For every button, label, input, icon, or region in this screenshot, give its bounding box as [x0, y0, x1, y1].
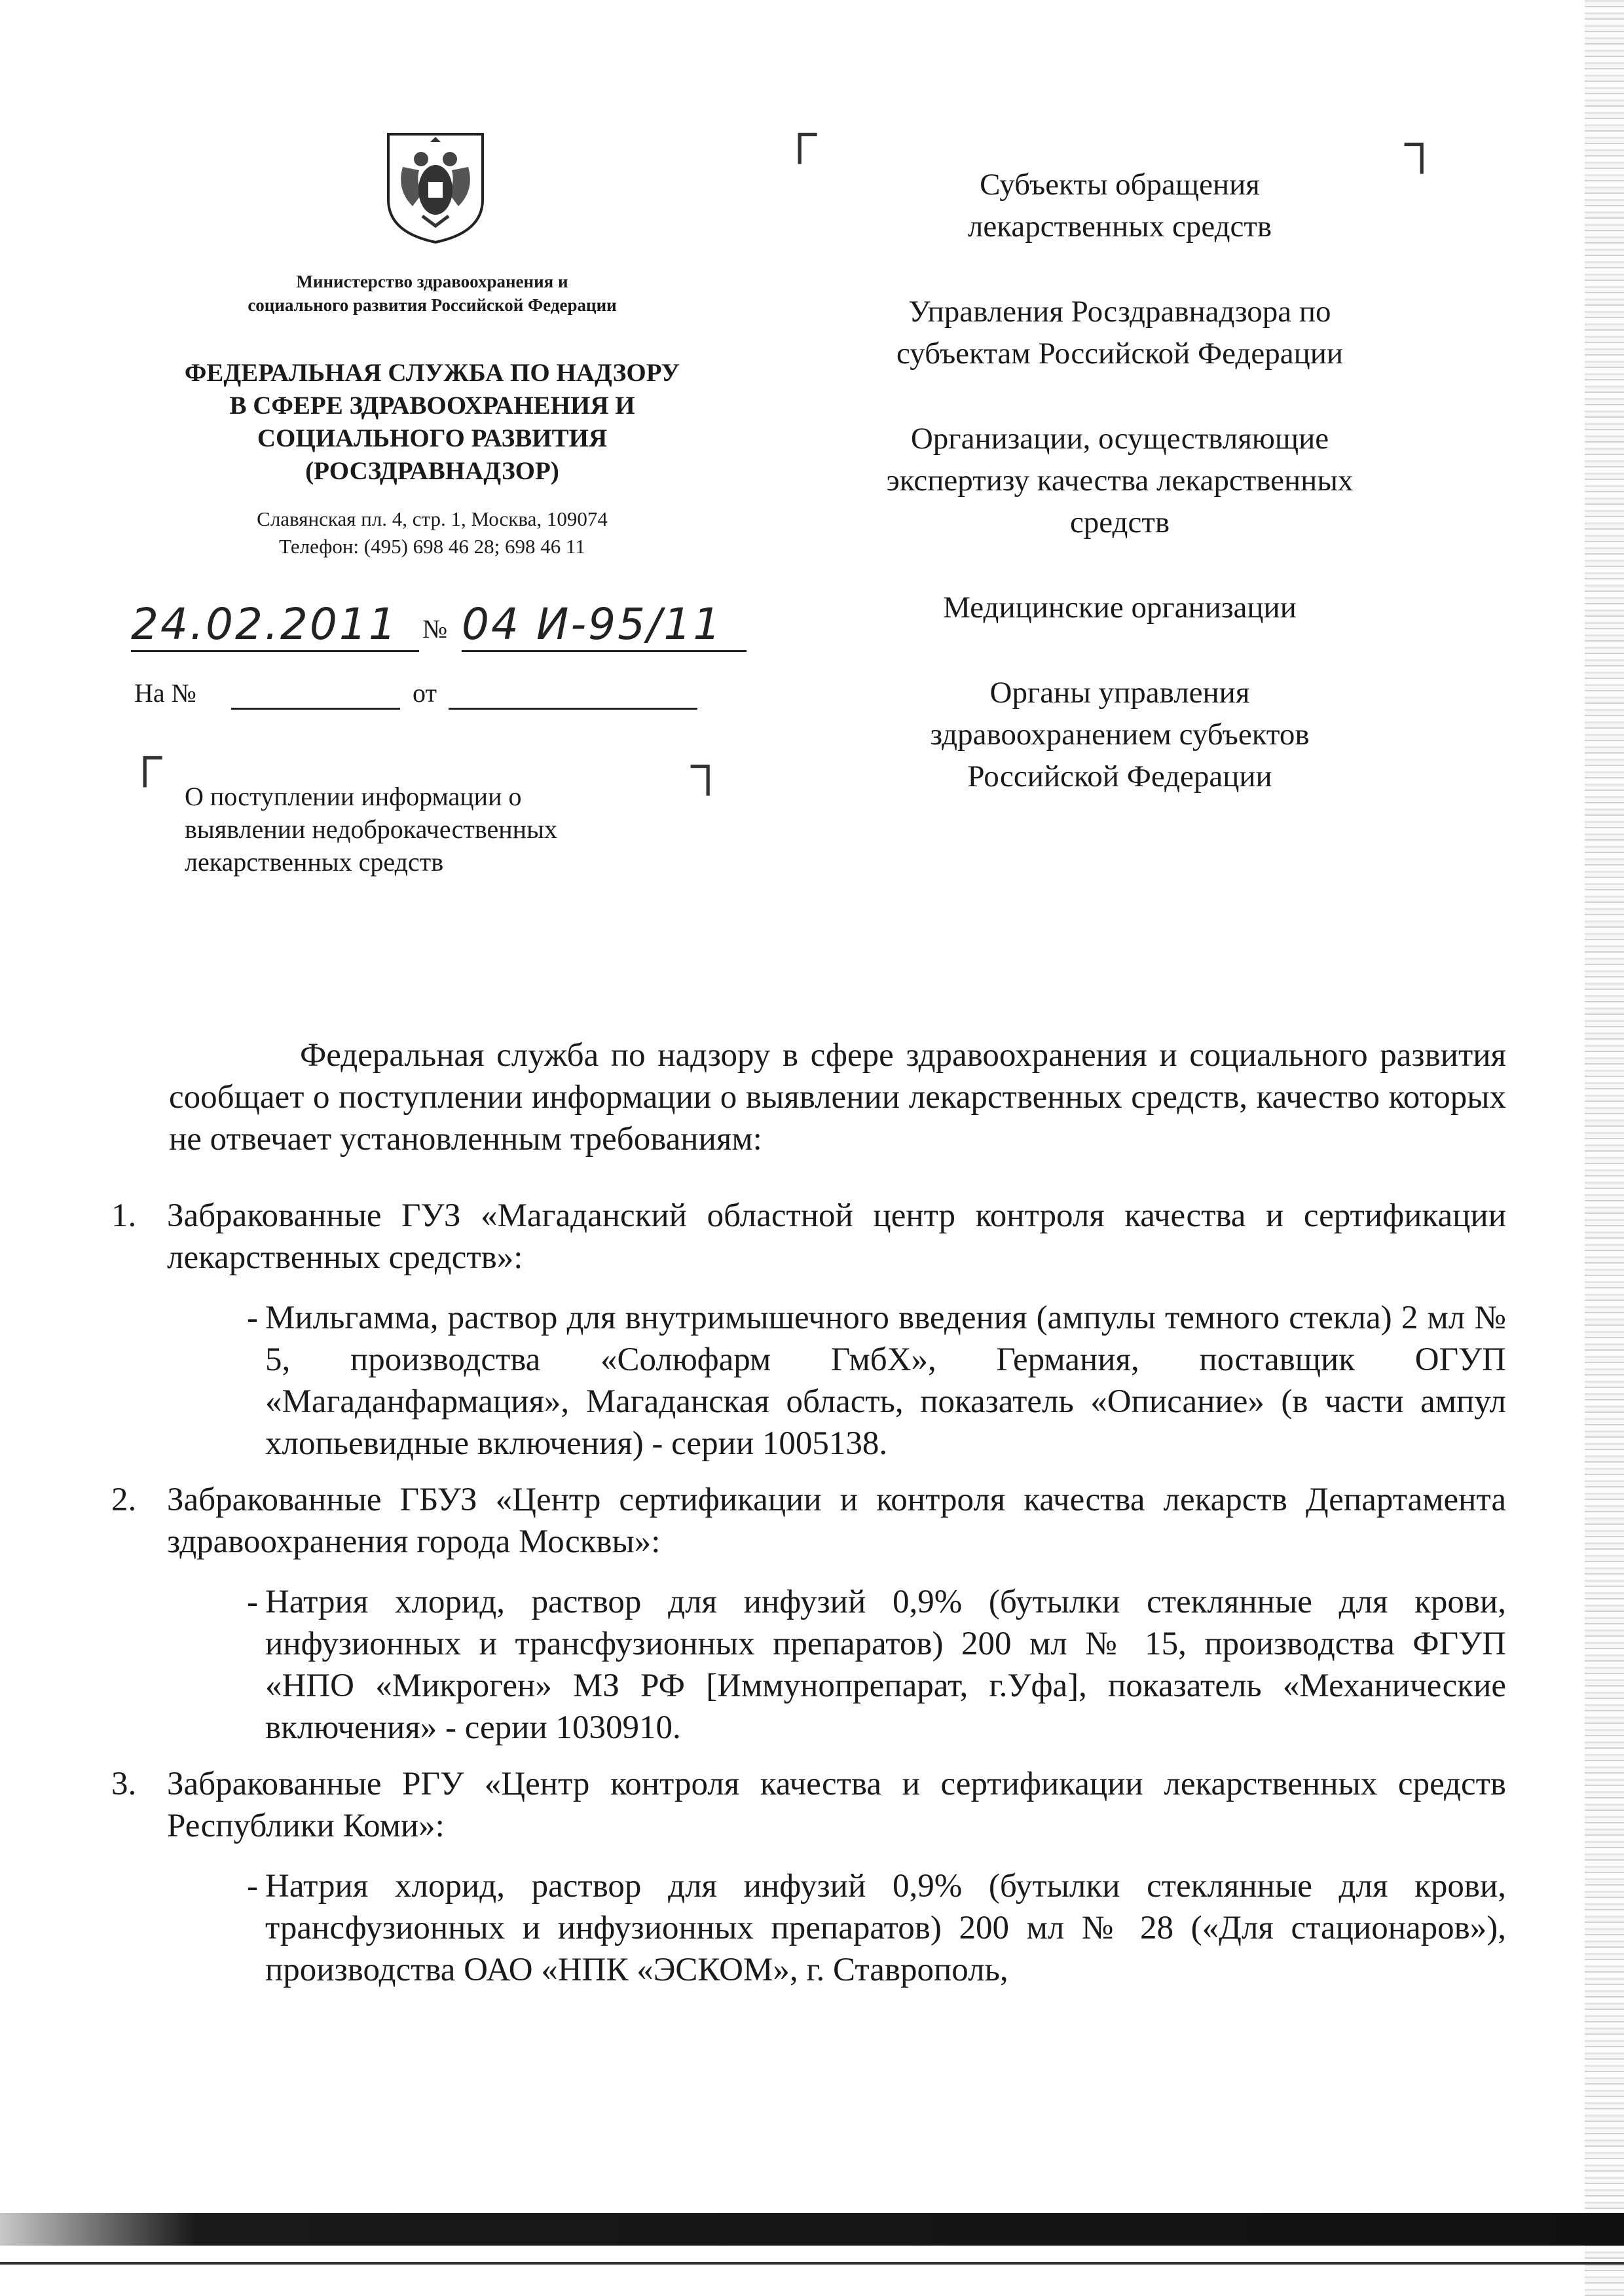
- recipient-line: средств: [1069, 505, 1170, 539]
- phone-line: Телефон: (495) 698 46 28; 698 46 11: [279, 535, 585, 558]
- coat-of-arms-icon: [383, 128, 488, 246]
- recipient-line: Организации, осуществляющие: [910, 422, 1329, 456]
- registration-date: 24.02.2011: [131, 599, 419, 652]
- recipient-line: Российской Федерации: [967, 759, 1272, 793]
- reference-number-blank: [231, 708, 400, 710]
- list-subitem-text: Мильгамма, раствор для внутримышечного введения (ампулы темного стекла) 2 мл № 5, производства «Солюфарм ГмбХ», Германия, поставщик ОГУП «Магаданфармация», Магаданская область, показатель «Описание» (в части ампул хлопьевидные включения) - серии 1005138.: [265, 1300, 1506, 1462]
- scanner-bottom-line: [0, 2262, 1624, 2265]
- registration-number: 04 И-95/11: [462, 599, 747, 652]
- scanner-edge-noise: [1585, 0, 1624, 2296]
- service-line: В СФЕРЕ ЗДРАВООХРАНЕНИЯ И: [229, 392, 635, 420]
- recipient-line: субъектам Российской Федерации: [896, 337, 1344, 371]
- list-item-number: 2.: [111, 1482, 137, 1518]
- reference-date-blank: [449, 708, 697, 710]
- rejected-list: [111, 1195, 1506, 2005]
- recipient-line: лекарственных средств: [967, 210, 1272, 244]
- recipient: [805, 672, 1434, 797]
- dash-marker: -: [247, 1300, 258, 1336]
- number-sign: №: [422, 614, 448, 644]
- subject-line: О поступлении информации о: [185, 782, 522, 811]
- list-item-text: Забракованные РГУ «Центр контроля качества и сертификации лекарственных средств Республики Коми»:: [167, 1766, 1506, 1844]
- list-item: [111, 1195, 1506, 1465]
- service-line: СОЦИАЛЬНОГО РАЗВИТИЯ: [257, 424, 608, 452]
- list-subitem: [247, 1297, 1506, 1465]
- service-line: (РОСЗДРАВНАДЗОР): [305, 457, 559, 485]
- recipient-line: Медицинские организации: [943, 591, 1297, 625]
- list-item-number: 1.: [111, 1197, 137, 1234]
- ministry-line: социального развития Российской Федерации: [248, 295, 617, 315]
- recipients-block: [805, 164, 1434, 841]
- corner-bracket-right: ┐: [1405, 115, 1439, 171]
- corner-bracket-right: ┐: [691, 737, 726, 793]
- recipient-line: экспертизу качества лекарственных: [886, 464, 1354, 498]
- ministry-line: Министерство здравоохранения и: [296, 272, 568, 291]
- list-item-number: 3.: [111, 1766, 137, 1802]
- list-item-text: Забракованные ГУЗ «Магаданский областной центр контроля качества и сертификации лекарственных средств»:: [167, 1197, 1506, 1276]
- dash-marker: -: [247, 1584, 258, 1620]
- list-subitem-text: Натрия хлорид, раствор для инфузий 0,9% (бутылки стеклянные для крови, трансфузионных и инфузионных препаратов) 200 мл № 28 («Для стационаров»), производства ОАО «НПК «ЭСКОМ», г. Ставрополь,: [265, 1868, 1506, 1988]
- subject-line: выявлении недоброкачественных: [185, 814, 557, 844]
- recipient: [805, 164, 1434, 247]
- reference-date-label: от: [413, 678, 437, 708]
- recipient: [805, 418, 1434, 543]
- list-subitem: [247, 1581, 1506, 1749]
- list-item-text: Забракованные ГБУЗ «Центр сертификации и контроля качества лекарств Департамента здравоохранения города Москвы»:: [167, 1482, 1506, 1560]
- recipient-line: Субъекты обращения: [980, 168, 1260, 202]
- reference-line: [134, 678, 743, 717]
- list-subitem-text: Натрия хлорид, раствор для инфузий 0,9% (бутылки стеклянные для крови, инфузионных и трансфузионных препаратов) 200 мл № 15, производства ФГУП «НПО «Микроген» МЗ РФ [Иммунопрепарат, г.Уфа], показатель «Механические включения» - серии 1030910.: [265, 1584, 1506, 1746]
- registration-line: [131, 599, 747, 658]
- recipient-line: Органы управления: [989, 676, 1250, 710]
- corner-bracket-left: ┌: [128, 728, 162, 784]
- list-item: [111, 1763, 1506, 1991]
- address-line: Славянская пл. 4, стр. 1, Москва, 109074: [257, 507, 608, 530]
- address-block: [144, 505, 720, 560]
- subject-block: [185, 780, 695, 879]
- service-line: ФЕДЕРАЛЬНАЯ СЛУЖБА ПО НАДЗОРУ: [184, 359, 680, 387]
- dash-marker: -: [247, 1868, 258, 1904]
- corner-bracket-left: ┌: [783, 105, 817, 161]
- recipient-line: здравоохранением субъектов: [930, 718, 1310, 752]
- recipient-line: Управления Росздравнадзора по: [908, 295, 1331, 329]
- list-subitem: [247, 1865, 1506, 1991]
- reference-label: На №: [134, 678, 196, 708]
- ministry-name: [144, 270, 720, 317]
- service-name: [131, 357, 733, 488]
- scanner-bottom-edge: [0, 2213, 1624, 2246]
- list-item: [111, 1479, 1506, 1749]
- intro-paragraph: Федеральная служба по надзору в сфере здравоохранения и социального развития сообщает о поступлении информации о выявлении лекарственных средств, качество которых не отвечает установленным требованиям:: [169, 1037, 1506, 1157]
- recipient: [805, 587, 1434, 629]
- recipient: [805, 291, 1434, 374]
- subject-line: лекарственных средств: [185, 847, 444, 877]
